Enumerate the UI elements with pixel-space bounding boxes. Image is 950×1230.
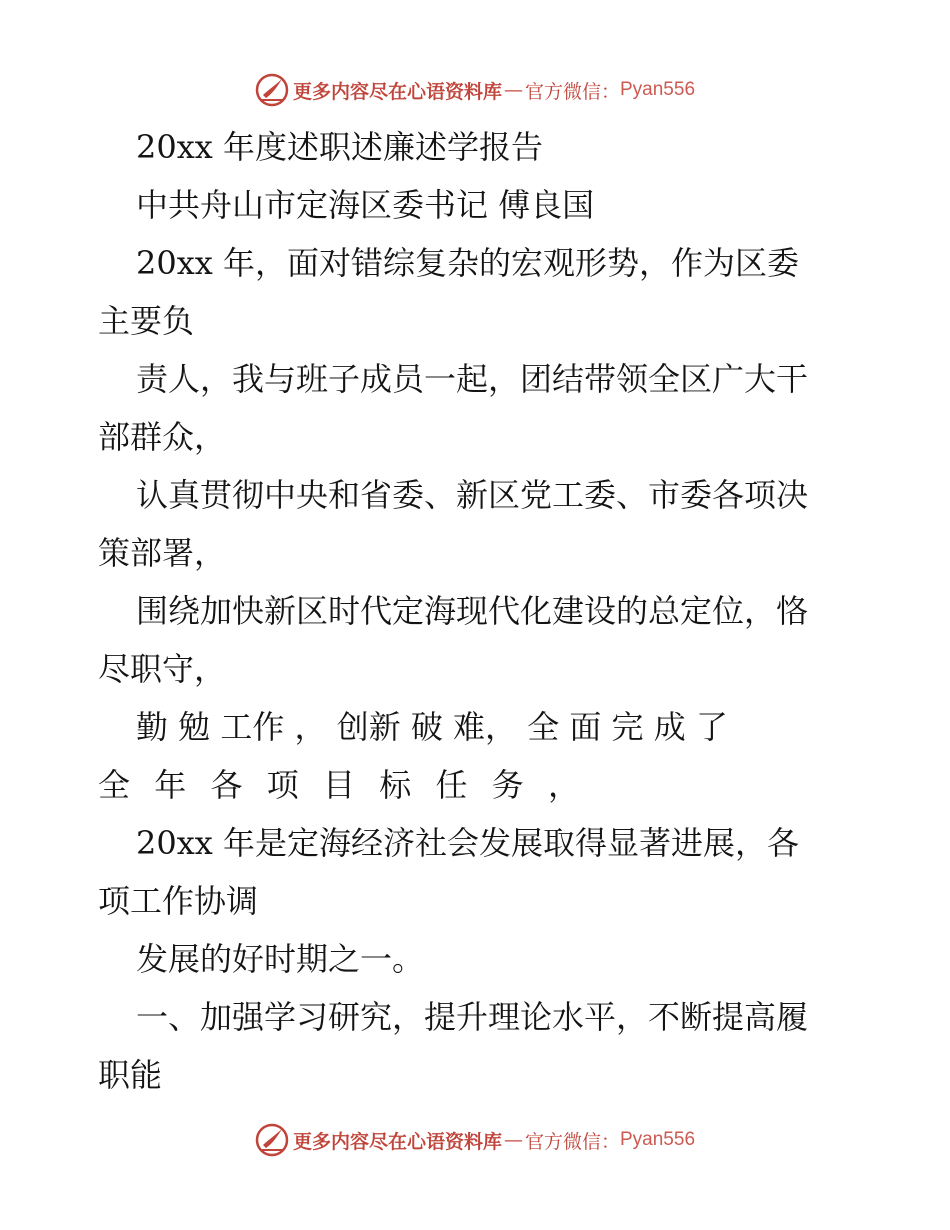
section-heading: 一、加强学习研究，提升理论水平，不断提高履 [136,998,809,1036]
paragraph-line: 认真贯彻中央和省委、新区党工委、市委各项决 [136,476,809,514]
footer-banner [0,1120,950,1160]
paragraph-line: 项工作协调 [98,882,259,920]
paragraph-line: 职能 [98,1056,163,1094]
paragraph-line: 主要负 [98,302,195,340]
document-title: 20xx 年度述职述廉述学报告 [136,128,543,166]
paragraph-line: 20xx 年，面对错综复杂的宏观形势，作为区委 [136,244,799,282]
header-banner [0,70,950,110]
paragraph-line: 发展的好时期之一。 [136,940,425,978]
paragraph-line: 责人，我与班子成员一起，团结带领全区广大干 [136,360,809,398]
banner-separator: — [503,1129,523,1151]
quill-book-icon [255,1123,289,1157]
banner-handle: Pyan556 [620,1129,696,1150]
paragraph-line: 围绕加快新区时代定海现代化建设的总定位，恪 [136,592,809,630]
paragraph-line: 全 年 各 项 目 标 任 务 ， [98,766,588,804]
quill-book-icon [255,73,289,107]
document-author: 中共舟山市定海区委书记 傅良国 [136,186,595,224]
paragraph-line: 部群众， [98,418,227,456]
banner-handle: Pyan556 [620,79,696,100]
banner-wechat-label: 官方微信： [524,1130,620,1153]
banner-brand: 更多内容尽在心语资料库 [292,1130,502,1153]
document-body [98,118,858,1104]
paragraph-line: 尽职守， [98,650,227,688]
paragraph-line: 策部署， [98,534,227,572]
paragraph-line: 勤 勉 工作 ， 创新 破 难， 全 面 完 成 了 [136,708,728,746]
banner-brand: 更多内容尽在心语资料库 [292,80,502,103]
banner-separator: — [503,79,523,101]
banner-wechat-label: 官方微信： [524,80,620,103]
paragraph-line: 20xx 年是定海经济社会发展取得显著进展，各 [136,824,799,862]
